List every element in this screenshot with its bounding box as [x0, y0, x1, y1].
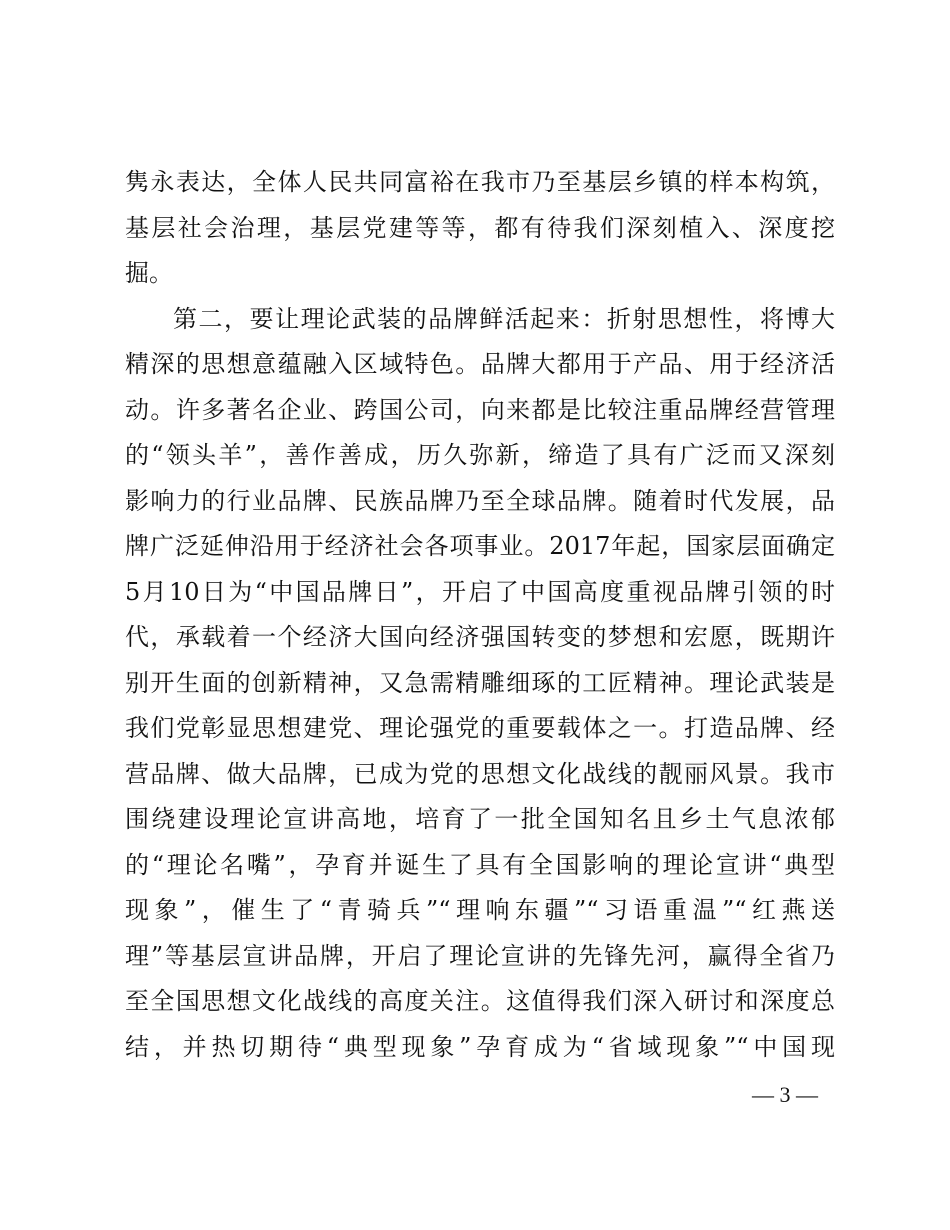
text-line: 5月10日为“中国品牌日”，开启了中国高度重视品牌引领的时 — [125, 577, 835, 606]
text-line: 理”等基层宣讲品牌，开启了理论宣讲的先锋先河，赢得全省乃 — [125, 941, 835, 970]
text-line: 我们党彰显思想建党、理论强党的重要载体之一。打造品牌、经 — [125, 714, 835, 742]
text-line: 至全国思想文化战线的高度关注。这值得我们深入研讨和深度总 — [125, 987, 835, 1015]
text-line: 牌广泛延伸沿用于经济社会各项事业。2017年起，国家层面确定 — [125, 532, 835, 560]
text-line: 精深的思想意蕴融入区域特色。品牌大都用于产品、用于经济活 — [125, 350, 835, 378]
paragraph-start-line: 第二，要让理论武装的品牌鲜活起来：折射思想性，将博大 — [173, 304, 835, 333]
text-line: 营品牌、做大品牌，已成为党的思想文化战线的靓丽风景。我市 — [125, 759, 835, 788]
text-line: 代，承载着一个经济大国向经济强国转变的梦想和宏愿，既期许 — [125, 623, 835, 651]
text-line: 现象”，催生了“青骑兵”“理响东疆”“习语重温”“红燕送 — [125, 896, 835, 924]
text-line: 基层社会治理，基层党建等等，都有待我们深刻植入、深度挖 — [125, 213, 835, 242]
text-line: 别开生面的创新精神，又急需精雕细琢的工匠精神。理论武装是 — [125, 668, 835, 697]
text-line: 影响力的行业品牌、民族品牌乃至全球品牌。随着时代发展，品 — [125, 486, 835, 515]
text-line: 的“领头羊”，善作善成，历久弥新，缔造了具有广泛而又深刻 — [125, 441, 835, 469]
page-number: — 3 — — [752, 1082, 818, 1107]
text-line: 结，并热切期待“典型现象”孕育成为“省域现象”“中国现 — [125, 1032, 835, 1061]
text-line: 的“理论名嘴”，孕育并诞生了具有全国影响的理论宣讲“典型 — [125, 850, 835, 879]
body-text — [125, 160, 835, 1070]
text-line: 围绕建设理论宣讲高地，培育了一批全国知名且乡土气息浓郁 — [125, 805, 835, 833]
text-line: 隽永表达，全体人民共同富裕在我市乃至基层乡镇的样本构筑， — [125, 168, 835, 196]
text-line: 掘。 — [125, 259, 173, 287]
text-line: 动。许多著名企业、跨国公司，向来都是比较注重品牌经营管理 — [125, 395, 835, 424]
